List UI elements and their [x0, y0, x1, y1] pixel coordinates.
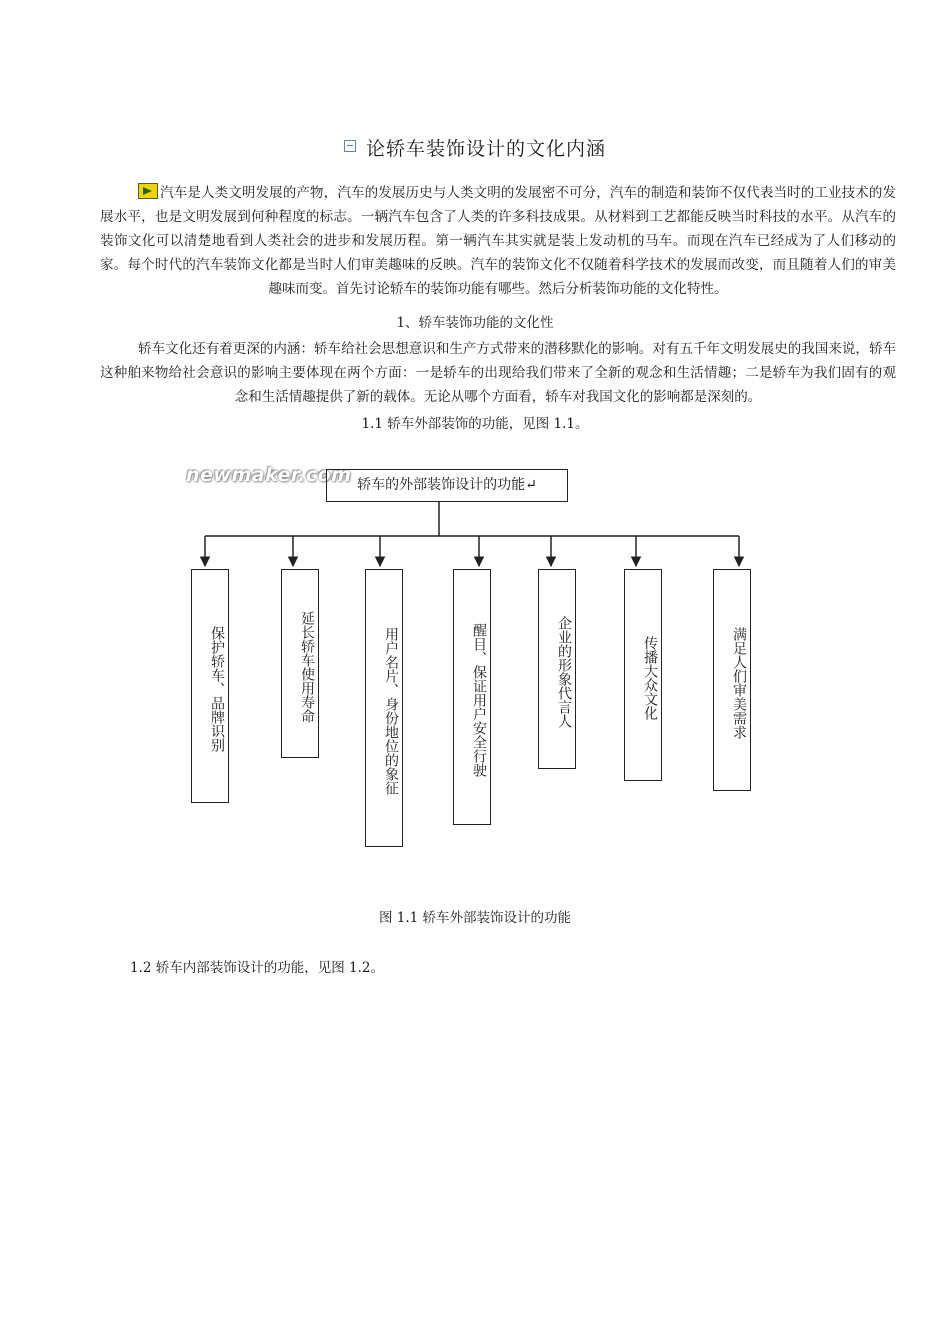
diagram-child-node: 保护轿车、品牌识别 — [191, 569, 229, 803]
diagram-child-node: 满足人们审美需求 — [713, 569, 751, 791]
section-text: 轿车文化还有着更深的内涵：轿车给社会思想意识和生产方式带来的潜移默化的影响。对有五千年文明发展史的我国来说，轿车这种舶来物给社会意识的影响主要体现在两个方面：一是轿车的出现给我们带来了全新的观念和生活情趣；二是轿车为我们固有的观念和生活情趣提供了新的载体。无论从哪个方面看，轿车对我国文化的影响都是深刻的。 — [100, 341, 896, 405]
diagram-child-node: 延长轿车使用寿命 — [281, 569, 319, 758]
subsection-heading-1-1: 1.1 轿车外部装饰的功能，见图 1.1。 — [361, 416, 589, 432]
diagram-root-node: 轿车的外部装饰设计的功能↵ — [326, 469, 568, 502]
page-title-text: 论轿车装饰设计的文化内涵 — [365, 138, 606, 160]
diagram-child-node: 醒目、保证用户安全行驶 — [453, 569, 491, 825]
diagram-child-node: 用户名片、身份地位的象征 — [365, 569, 403, 847]
watermark: newmaker.com — [186, 464, 352, 486]
intro-text: 汽车是人类文明发展的产物，汽车的发展历史与人类文明的发展密不可分，汽车的制造和装饰不仅代表当时的工业技术的发展水平，也是文明发展到何种程度的标志。一辆汽车包含了人类的许多科技成果。从材料到工艺都能反映当时科技的水平。从汽车的装饰文化可以清楚地看到人类社会的进步和发展历程。第一辆汽车其实就是装上发动机的马车。而现在汽车已经成为了人们移动的家。每个时代的汽车装饰文化都是当时人们审美趣味的反映。汽车的装饰文化不仅随着科学技术的发展而改变，而且随着人们的审美趣味而变。首先讨论轿车的装饰功能有哪些。然后分析装饰功能的文化特性。 — [100, 185, 896, 297]
diagram-child-node: 传播大众文化 — [624, 569, 662, 781]
diagram-child-node: 企业的形象代言人 — [538, 569, 576, 769]
subsection-heading-1-2: 1.2 轿车内部装饰设计的功能，见图 1.2。 — [130, 960, 385, 976]
section-heading: 1、轿车装饰功能的文化性 — [396, 315, 554, 331]
figure-caption: 图 1.1 轿车外部装饰设计的功能 — [378, 910, 572, 926]
